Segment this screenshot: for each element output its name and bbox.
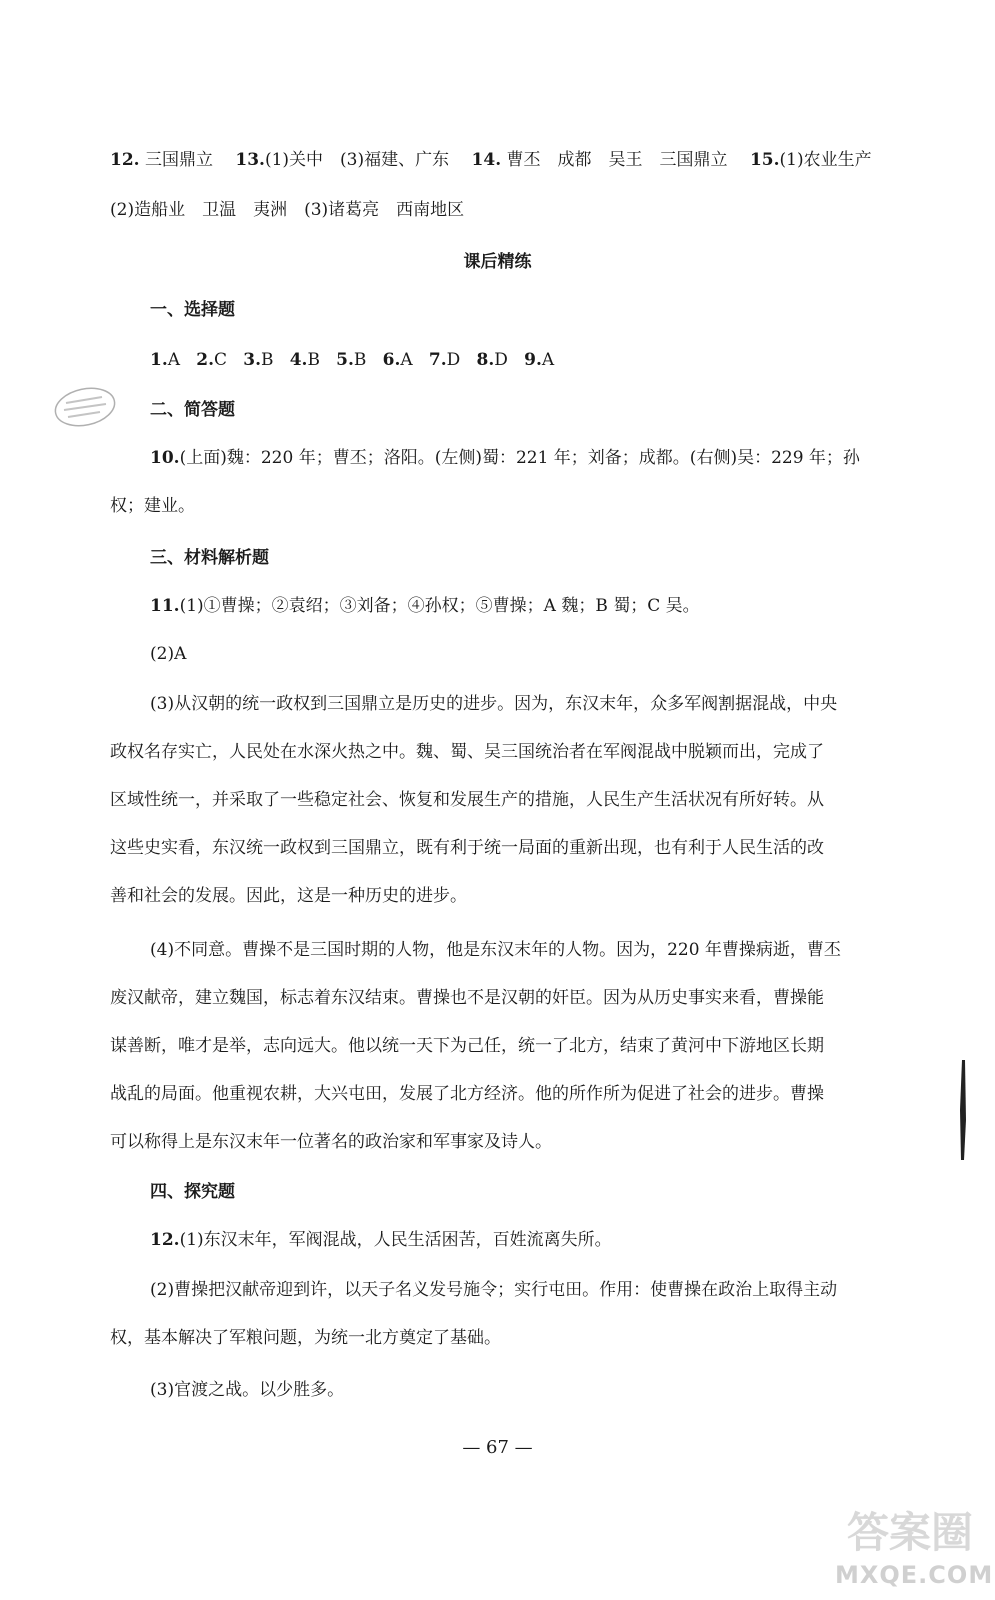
choice-answer: 5.B — [336, 350, 367, 370]
q12-number-2: 12. — [150, 1230, 180, 1250]
answers-line-1 — [110, 148, 890, 172]
choice-answer: 3.B — [243, 350, 274, 370]
q11-part3: (3)从汉朝的统一政权到三国鼎立是历史的进步。因为，东汉末年，众多军阀割据混战，中央 政权名存实亡，人民处在水深火热之中。魏、蜀、吴三国统治者在军阀混战中脱颖而出，完成了 区域性统一，并采取了一些稳定社会、恢复和发展生产的措施，人民生产生活状况有所好转。从 这些史实看，东汉统一政权到三国鼎立，既有利于统一局面的重新出现，也有利于人民生活的改 善和社会的发展。因此，这是一种历史的进步。 — [110, 694, 838, 906]
q11-part2: (2)A — [150, 644, 187, 664]
q14-number: 14. — [471, 150, 502, 170]
part2-heading: 二、简答题 — [150, 400, 235, 420]
part1-heading: 一、选择题 — [150, 300, 235, 320]
answers-line-2: (2)造船业 卫温 夷洲 (3)诸葛亮 西南地区 — [110, 200, 465, 220]
q10-answer: 10.(上面)魏：220 年；曹丕；洛阳。(左侧)蜀：221 年；刘备；成都。(右侧)吴：229 年；孙 权；建业。 — [110, 448, 860, 516]
q13-number: 13. — [235, 150, 265, 170]
choice-answer: 4.B — [289, 350, 320, 370]
scan-mark — [958, 1060, 968, 1160]
choice-answers — [150, 348, 930, 372]
q12-part2: (2)曹操把汉献帝迎到许，以天子名义发号施令；实行屯田。作用：使曹操在政治上取得主动 权，基本解决了军粮问题，为统一北方奠定了基础。 — [110, 1280, 838, 1348]
q11-part1: 11.(1)①曹操；②袁绍；③刘备；④孙权；⑤曹操；A 魏；B 蜀；C 吴。 — [150, 596, 700, 616]
q11-part4: (4)不同意。曹操不是三国时期的人物，他是东汉末年的人物。因为，220 年曹操病逝，曹丕 废汉献帝，建立魏国，标志着东汉结束。曹操也不是汉朝的奸臣。因为从历史事实来看，曹操能 谋善断，唯才是举，志向远大。他以统一天下为己任，统一了北方，结束了黄河中下游地区长期 战乱的局面。他重视农耕，大兴屯田，发展了北方经济。他的所作所为促进了社会的进步。曹操 可以称得上是东汉末年一位著名的政治家和军事家及诗人。 — [110, 940, 841, 1152]
stamp-mark — [52, 385, 118, 429]
q14-answer: 曹丕 成都 吴王 三国鼎立 — [506, 150, 728, 170]
part4-heading: 四、探究题 — [150, 1182, 235, 1202]
choice-answer: 7.D — [428, 350, 461, 370]
q12-number: 12. — [110, 150, 140, 170]
watermark-logo-text: 答案圈 — [846, 1508, 973, 1557]
choice-answer: 1.A — [150, 350, 181, 370]
choice-answer: 6.A — [382, 350, 413, 370]
choice-answer: 9.A — [524, 350, 555, 370]
q12-answer: 三国鼎立 — [144, 150, 213, 170]
watermark-url: MXQE.COM — [835, 1561, 994, 1589]
q13-answer: (1)关中 (3)福建、广东 — [264, 150, 450, 170]
q15-answer-start: (1)农业生产 — [779, 150, 872, 170]
choice-answer: 2.C — [196, 350, 228, 370]
q10-number: 10. — [150, 448, 180, 468]
section-title: 课后精练 — [463, 252, 532, 272]
page-number: — 67 — — [462, 1437, 533, 1458]
watermark-logo — [835, 1508, 994, 1598]
q15-number: 15. — [749, 150, 780, 170]
q12-part3: (3)官渡之战。以少胜多。 — [150, 1380, 345, 1400]
q12-part1: 12.(1)东汉末年，军阀混战，人民生活困苦，百姓流离失所。 — [150, 1230, 612, 1250]
q11-number: 11. — [150, 596, 180, 616]
choice-answer: 8.D — [476, 350, 508, 370]
part3-heading: 三、材料解析题 — [150, 548, 269, 568]
